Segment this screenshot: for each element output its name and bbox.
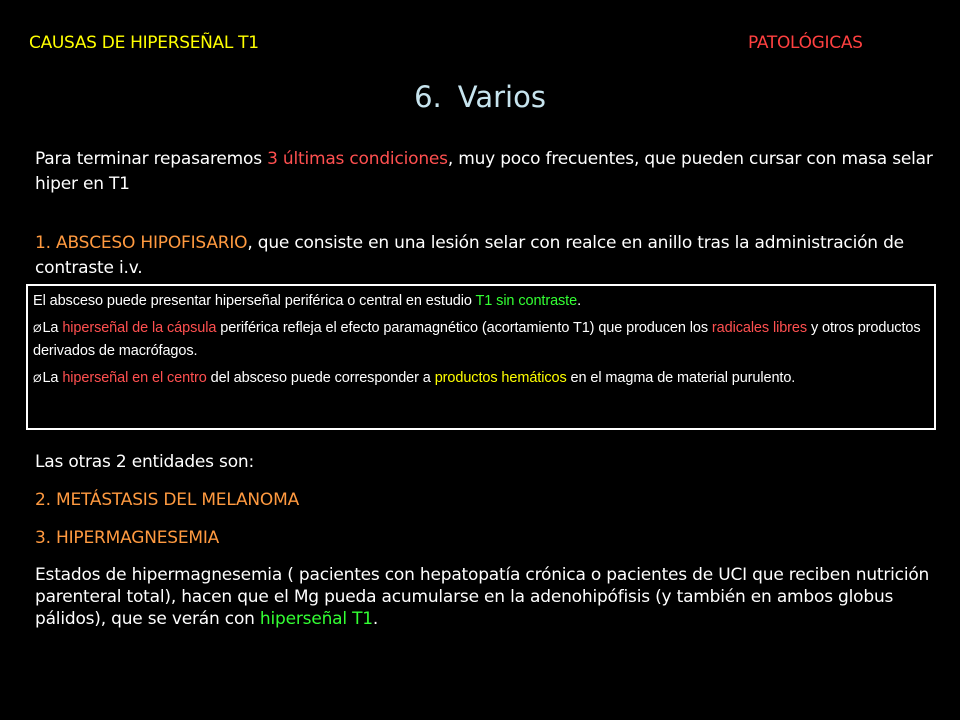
intro-highlight: 3 últimas condiciones [267,149,448,169]
estados-highlight: hiperseñal T1 [259,609,373,629]
slide-title-text: Varios [457,80,546,114]
box-bullet-2-highlight-1: hiperseñal en el centro [62,370,207,386]
header-section-title: CAUSAS DE HIPERSEÑAL T1 [29,33,259,53]
item-1-text: , que consiste en una lesión selar con realce en anillo tras la administración de contraste i.v. [35,233,904,278]
hipermagnesemia-paragraph [35,564,945,630]
intro-paragraph [35,147,945,197]
intro-text-after: , muy poco frecuentes, que pueden cursar con masa selar hiper en T1 [35,149,933,194]
estados-text-before: Estados de hipermagnesemia ( pacientes con hepatopatía crónica o pacientes de UCI que reciben nutrición parenteral total), hacen que el Mg pueda acumularse en la adenohipófisis (y también en ambos globus pálidos), que se verán con [35,565,930,629]
estados-text-after: . [372,609,379,629]
arrow-bullet-icon: Ø [33,373,42,385]
item-1-paragraph [35,231,945,281]
box-line-1-before: El absceso puede presentar hiperseñal periférica o central en estudio [33,293,476,309]
intro-text-before: Para terminar repasaremos [35,149,268,169]
box-bullet-1-before: La [42,320,63,336]
box-bullet-2-highlight-2: productos hemáticos [434,370,567,386]
item-2-label: 2. METÁSTASIS DEL MELANOMA [35,490,300,510]
box-bullet-2-after: en el magma de material purulento. [566,370,796,386]
arrow-bullet-icon: Ø [33,323,42,335]
box-bullet-2 [33,367,929,390]
others-label: Las otras 2 entidades son: [35,452,255,472]
box-bullet-1 [33,317,929,362]
item-1-label: 1. ABSCESO HIPOFISARIO [35,233,248,253]
item-3-label: 3. HIPERMAGNESEMIA [35,528,220,548]
slide-title [0,80,960,114]
box-bullet-1-middle: periférica refleja el efecto paramagnético (acortamiento T1) que producen los [216,320,712,336]
slide-title-number: 6. [414,80,442,114]
box-bullet-2-middle: del absceso puede corresponder a [206,370,435,386]
box-line-1-highlight: T1 sin contraste [475,293,578,309]
header-category: PATOLÓGICAS [748,33,863,53]
box-line-1-after: . [577,293,582,309]
absceso-detail-box [26,284,936,430]
box-line-1 [33,290,929,312]
box-bullet-2-before: La [42,370,63,386]
box-bullet-1-highlight-1: hiperseñal de la cápsula [62,320,217,336]
box-bullet-1-highlight-2: radicales libres [711,320,808,336]
box-bullet-1-after: y otros productos derivados de macrófagos. [33,320,921,359]
